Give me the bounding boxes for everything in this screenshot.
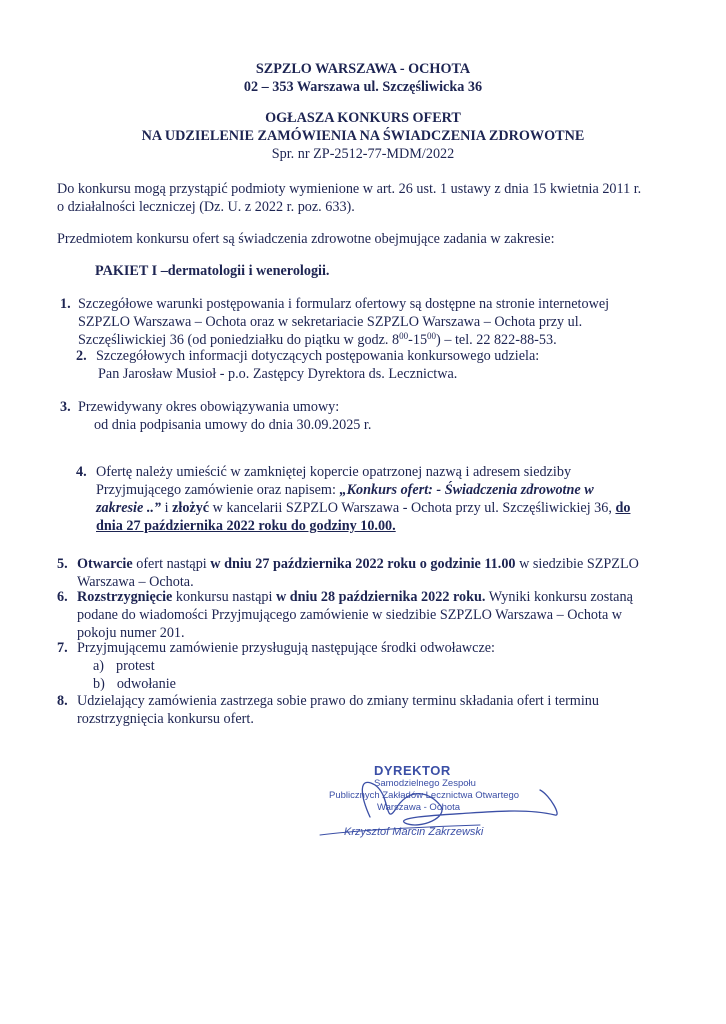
item-number-1: 1.	[60, 296, 71, 312]
item-5: Otwarcie ofert nastąpi w dniu 27 października 2022 roku o godzinie 11.00 w siedzibie SZPZLO Warszawa – Ochota.	[77, 556, 639, 590]
package-heading: PAKIET I –dermatologii i wenerologii.	[95, 263, 330, 279]
org-address: 02 – 353 Warszawa ul. Szczęśliwicka 36	[243, 79, 483, 95]
item-4: Ofertę należy umieścić w zamkniętej kopercie opatrzonej nazwą i adresem siedziby Przyjmującego zamówienie oraz napisem: „Konkurs ofert: - Świadczenia zdrowotne w zakresie ..” i złożyć w kancelarii SZPZLO Warszawa - Ochota przy ul. Szczęśliwickiej 36, do dnia 27 października 2022 roku do godziny 10.00.	[96, 464, 631, 534]
item-3: Przewidywany okres obowiązywania umowy: od dnia podpisania umowy do dnia 30.09.2025 r.	[78, 399, 372, 433]
item-6: Rozstrzygnięcie konkursu nastąpi w dniu 28 października 2022 roku. Wyniki konkursu zostaną podane do wiadomości Przyjmującego zamówienie w siedzibie SZPZLO Warszawa – Ochota w pokoju numer 201.	[77, 589, 633, 641]
stamp-line-1: Samodzielnego Zespołu	[374, 778, 476, 789]
reference-number: Spr. nr ZP-2512-77-MDM/2022	[271, 146, 455, 162]
item-number-2: 2.	[76, 348, 87, 364]
stamp-line-2: Publicznych Zakładów Lecznictwa Otwartego	[329, 790, 520, 801]
remedy-a: a) protest	[93, 658, 155, 674]
stamp-line-3: Warszawa - Ochota	[377, 802, 461, 813]
subject-paragraph: Przedmiotem konkursu ofert są świadczenia zdrowotne obejmujące zadania w zakresie:	[57, 231, 555, 247]
item-number-7: 7.	[57, 640, 68, 656]
intro-paragraph: Do konkursu mogą przystąpić podmioty wymienione w art. 26 ust. 1 ustawy z dnia 15 kwietnia 2011 r. o działalności leczniczej (Dz. U. z 2022 r. poz. 633).	[57, 181, 642, 215]
item-2: Szczegółowych informacji dotyczących postępowania konkursowego udziela: Pan Jarosław Musioł - p.o. Zastępcy Dyrektora ds. Lecznictwa.	[96, 348, 540, 382]
announcement-title: OGŁASZA KONKURS OFERT	[265, 110, 461, 126]
item-7: Przyjmującemu zamówienie przysługują następujące środki odwoławcze:	[77, 640, 495, 656]
remedy-b: b) odwołanie	[93, 676, 176, 692]
item-number-8: 8.	[57, 693, 68, 709]
item-number-4: 4.	[76, 464, 87, 480]
item-number-5: 5.	[57, 556, 68, 572]
announcement-subtitle: NA UDZIELENIE ZAMÓWIENIA NA ŚWIADCZENIA ZDROWOTNE	[141, 128, 585, 144]
org-name: SZPZLO WARSZAWA - OCHOTA	[255, 61, 471, 77]
item-number-6: 6.	[57, 589, 68, 605]
item-number-3: 3.	[60, 399, 71, 415]
item-1: Szczegółowe warunki postępowania i formularz ofertowy są dostępne na stronie internetowej SZPZLO Warszawa – Ochota oraz w sekretariacie SZPZLO Warszawa – Ochota przy ul. Szczęśliwickiej 36 (od poniedziałku do piątku w godz. $8^{00}-15^{00}$) – tel. 22 822-88-53.	[78, 296, 610, 348]
stamp-title: DYREKTOR	[374, 763, 451, 778]
handwritten-signature	[300, 755, 570, 845]
signer-name: Krzysztof Marcin Zakrzewski	[344, 826, 484, 838]
item-8: Udzielający zamówienia zastrzega sobie prawo do zmiany terminu składania ofert i terminu rozstrzygnięcia konkursu ofert.	[77, 693, 599, 727]
